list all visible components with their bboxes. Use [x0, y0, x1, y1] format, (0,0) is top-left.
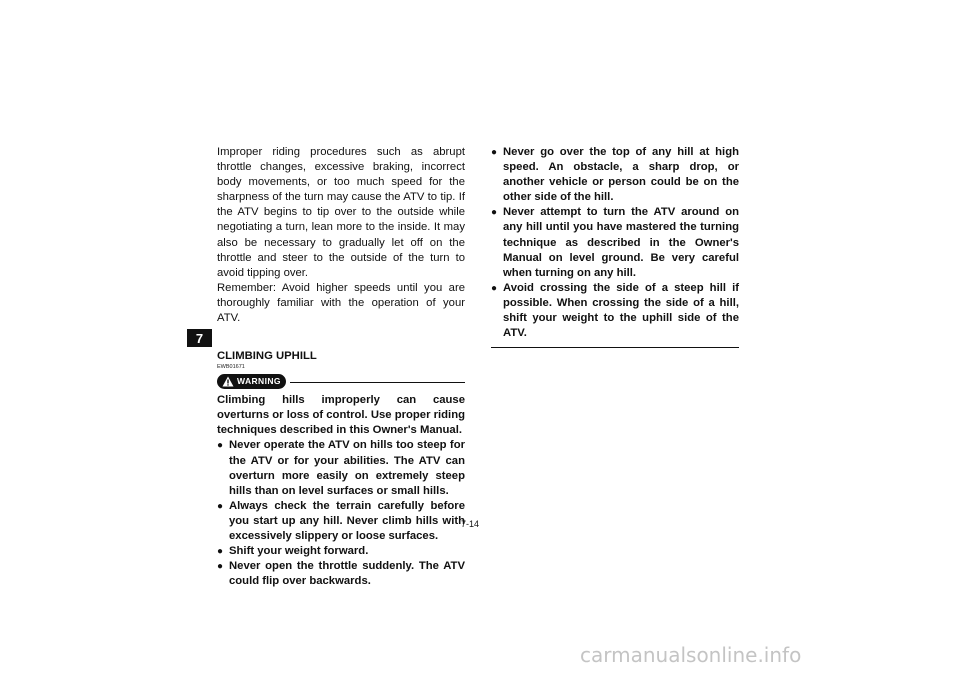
chapter-tab [187, 329, 212, 347]
bullet-icon: ● [491, 147, 498, 158]
section-heading: CLIMBING UPHILL [217, 350, 317, 363]
list-item-text: Never attempt to turn the ATV around on any hill until you have mastered the turning technique as described in the Owner's Manual on level ground. Be very careful when turning on any hill. [503, 206, 739, 279]
left-column [217, 145, 465, 589]
chapter-number: 7 [195, 330, 204, 346]
intro-paragraph: Improper riding procedures such as abrupt throttle changes, excessive braking, incorrect body movements, or too much speed for the sharpness of the turn may cause the ATV to tip. If the ATV begins to tip over to the outside while negotiating a turn, lean more to the inside. It may also be necessary to gradually let off on the throttle and steer to the outside of the turn to avoid tipping over. [217, 146, 465, 279]
watermark: carmanualsonline.info [580, 643, 802, 667]
list-item [217, 438, 465, 498]
list-item-text: Never open the throttle suddenly. The ATV could flip over backwards. [229, 560, 465, 588]
page-number: 7-14 [461, 519, 480, 529]
right-bullet-list [491, 145, 739, 341]
list-item [491, 281, 739, 341]
list-item [217, 559, 465, 589]
warning-triangle-icon [222, 376, 234, 387]
warning-header [217, 373, 465, 390]
bullet-icon: ● [491, 207, 498, 219]
list-item-text: Always check the terrain carefully before you start up any hill. Never climb hills with excessively slippery or loose surfaces. [229, 499, 465, 542]
warning-label: WARNING [237, 376, 281, 387]
warning-text: Climbing hills improperly can cause overturns or loss of control. Use proper riding techniques described in this Owner's Manual. [217, 394, 465, 437]
list-item-text: Never go over the top of any hill at high speed. An obstacle, a sharp drop, or another vehicle or person could be on the other side of the hill. [503, 146, 739, 204]
list-item [491, 145, 739, 205]
bullet-icon: ● [217, 500, 224, 512]
bullet-icon: ● [217, 561, 224, 573]
bullet-icon: ● [217, 546, 224, 558]
warning-rule [290, 382, 465, 383]
list-item [491, 205, 739, 280]
warning-badge [217, 374, 286, 389]
list-item [217, 544, 465, 559]
section-code: EWB01671 [217, 364, 245, 371]
right-column [491, 145, 739, 348]
bullet-icon: ● [217, 440, 224, 452]
list-item-text: Avoid crossing the side of a steep hill if possible. When crossing the side of a hill, shift your weight to the uphill side of the ATV. [503, 281, 739, 340]
left-bullet-list [217, 438, 465, 589]
list-item [217, 499, 465, 544]
bullet-icon: ● [491, 282, 498, 294]
warning-end-rule [491, 347, 739, 348]
list-item-text: Shift your weight forward. [229, 545, 369, 558]
remember-paragraph: Remember: Avoid higher speeds until you are thoroughly familiar with the operation of your ATV. [217, 281, 465, 325]
list-item-text: Never operate the ATV on hills too steep for the ATV or for your abilities. The ATV can overturn more easily on extremely steep hills than on level surfaces or small hills. [229, 439, 465, 497]
